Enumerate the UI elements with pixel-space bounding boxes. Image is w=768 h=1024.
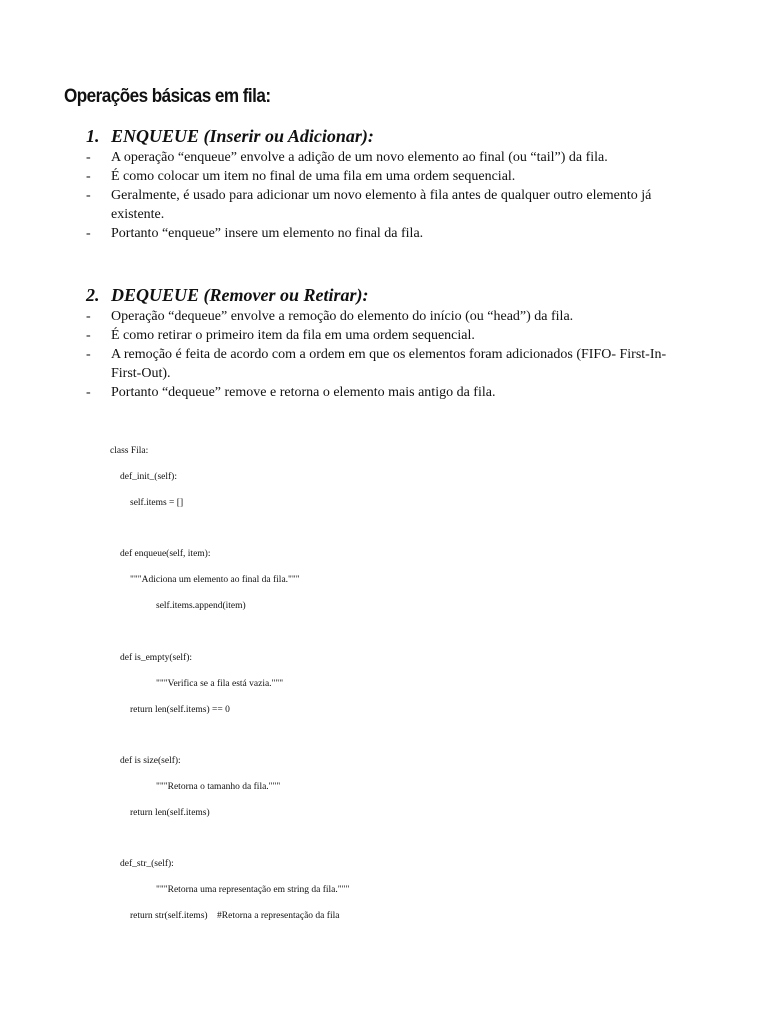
code-line: self.items.append(item) (156, 601, 246, 611)
list-item: - Portanto “enqueue” insere um elemento no final da fila. (86, 226, 424, 241)
code-line: """Adiciona um elemento ao final da fila.""" (130, 575, 300, 585)
list-item: - A operação “enqueue” envolve a adição de um novo elemento ao final (ou “tail”) da fila. (86, 150, 608, 165)
code-line: def_init_(self): (120, 472, 177, 482)
code-line: def_str_(self): (120, 859, 174, 869)
code-line: class Fila: (110, 446, 149, 456)
code-line: def is_empty(self): (120, 653, 193, 663)
code-line: """Retorna o tamanho da fila.""" (156, 782, 281, 792)
code-line: def enqueue(self, item): (120, 549, 211, 559)
code-line: return len(self.items) == 0 (130, 705, 230, 715)
list-item: - Portanto “dequeue” remove e retorna o elemento mais antigo da fila. (86, 385, 496, 400)
section-heading-dequeue (86, 285, 369, 306)
dequeue-bullet-list (86, 307, 676, 402)
code-line: """Retorna uma representação em string da fila.""" (156, 885, 350, 895)
code-line: """Verifica se a fila está vazia.""" (156, 679, 284, 689)
code-line: return str(self.items) #Retorna a representação da fila (130, 911, 340, 921)
section-title: ENQUEUE (Inserir ou Adicionar): (111, 126, 374, 146)
list-item: - A remoção é feita de acordo com a ordem em que os elementos foram adicionados (FIFO- First-In-First-Out). (86, 347, 667, 381)
section-number: 1. (86, 126, 100, 146)
page-title: Operações básicas em fila: (64, 86, 271, 107)
enqueue-bullet-list (86, 148, 676, 243)
section-title: DEQUEUE (Remover ou Retirar): (111, 285, 369, 305)
list-item: - É como retirar o primeiro item da fila em uma ordem sequencial. (86, 328, 475, 343)
list-item: - Operação “dequeue” envolve a remoção do elemento do início (ou “head”) da fila. (86, 309, 574, 324)
code-line: return len(self.items) (130, 808, 210, 818)
list-item: - Geralmente, é usado para adicionar um novo elemento à fila antes de qualquer outro elemento já existente. (86, 188, 652, 222)
section-heading-enqueue (86, 126, 374, 147)
section-number: 2. (86, 285, 100, 305)
code-line: def is size(self): (120, 756, 181, 766)
code-line: self.items = [] (130, 498, 184, 508)
list-item: - É como colocar um item no final de uma fila em uma ordem sequencial. (86, 169, 516, 184)
